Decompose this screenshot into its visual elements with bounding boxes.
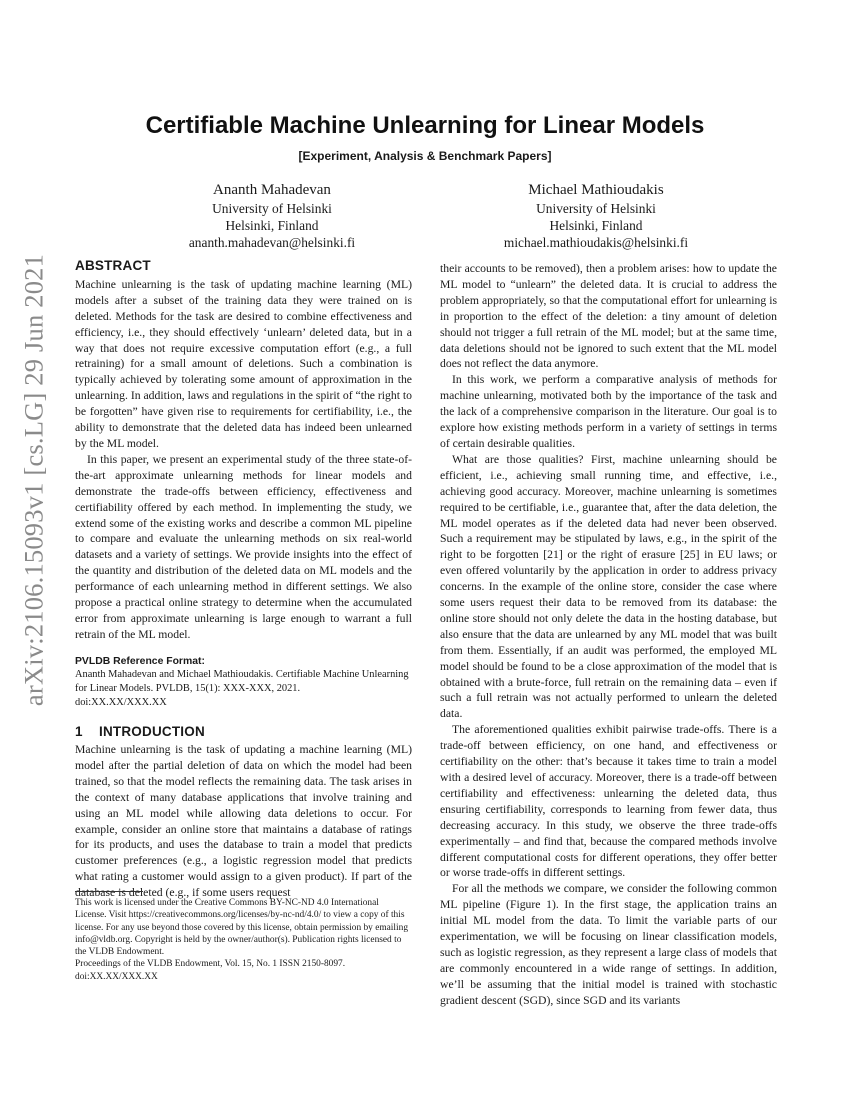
arxiv-side-stamp (4, 0, 64, 1100)
footnote-license: This work is licensed under the Creative Commons BY-NC-ND 4.0 International License. Visit https://creativecommons.org/licenses/by-nc-nd/4.0/ to view a copy of this license. For any use beyond those covered by this license, obtain permission by emailing info@vldb.org. Copyright is held by the owner/author(s). Publication rights licensed to the VLDB Endowment. (75, 898, 409, 958)
introduction-paragraph-4: What are those qualities? First, machine unlearning should be efficient, i.e., achieving small running time, and effective, i.e., achieving good accuracy. Moreover, machine unlearning is sometimes required to be certifiable, i.e., guarantee that, after the data deletion, the ML model operates as if the deleted data had never been observed. Such a requirement may be stipulated by laws, e.g., in the spirit of the right to be forgotten [21] or the right of erasure [25] in EU laws; or even offered voluntarily by the application in order to address privacy concerns. In the example of the online store, consider the case where some users request their data to be removed from its database: the online store should not only delete the data in the hosting database, but also ensure that the data are unlearned by any ML model that was built from them. Essentially, if an audit was performed, the employed ML model should be found to be a close approximation of the model that is obtained with a brute-force, full retrain on the remaining data – even if such a full retrain was not actually performed to unlearn the deleted data. (440, 452, 777, 721)
introduction-paragraph-3: In this work, we perform a comparative analysis of methods for machine unlearning, motivated both by the importance of the task and the lack of a comprehensive comparison in the literature. Our goal is to explore how existing methods perform in a variety of settings in terms of certain desirable qualities. (440, 373, 777, 450)
section-number: 1 (75, 724, 83, 740)
author-block-2 (446, 181, 746, 252)
introduction-paragraph-5: The aforementioned qualities exhibit pairwise trade-offs. There is a trade-off between efficiency, on one hand, and effectiveness or certifiability on the other: that’s because it takes time to train a model with a desired level of accuracy. Moreover, there is a trade-off between certifiability and effectiveness: unlearning the deleted data, thus ensuring certifiability, corresponds to learning from fewer data, thus decreasing accuracy. In this study, we observe the three trade-offs experimentally – and find that, because the compared methods involve different computational costs for different operations, they offer better or worse trade-offs in different settings. (440, 723, 777, 880)
section-title: INTRODUCTION (99, 724, 205, 740)
paper-title: Certifiable Machine Unlearning for Linear Models (145, 112, 705, 139)
paper-subtitle: [Experiment, Analysis & Benchmark Papers] (298, 149, 552, 163)
right-column (440, 261, 777, 1009)
reference-format-heading: PVLDB Reference Format: (75, 655, 205, 667)
footnote-proceedings: Proceedings of the VLDB Endowment, Vol. 15, No. 1 ISSN 2150-8097. (75, 959, 346, 970)
arxiv-identifier: arXiv:2106.15093v1 [cs.LG] 29 Jun 2021 (18, 253, 49, 707)
author-name: Michael Mathioudakis (528, 182, 664, 198)
author-affiliation: University of Helsinki (212, 201, 332, 216)
left-column (75, 258, 412, 901)
reference-format (75, 655, 412, 709)
author-location: Helsinki, Finland (225, 218, 319, 234)
author-affiliation: University of Helsinki (536, 201, 656, 216)
author-name: Ananth Mahadevan (213, 182, 331, 198)
footnote-doi: doi:XX.XX/XXX.XX (75, 971, 158, 982)
introduction-paragraph-1: Machine unlearning is the task of updating a machine learning (ML) model after the partial deletion of data on which the model had been trained, so that the model reflects the remaining data. The task arises in the context of many database applications that involve training and using an ML model while allowing data deletions to occur. For example, consider an online store that maintains a database of ratings for its products, and uses the database to train a model that predicts customer preferences (e.g., a logistic regression model that predicts what rating a customer would assign to a given product). If part of the database is deleted (e.g., if some users request (75, 743, 412, 900)
author-email[interactable]: ananth.mahadevan@helsinki.fi (188, 235, 356, 251)
abstract-paragraph-2: In this paper, we present an experimental study of the three state-of-the-art approximate unlearning methods for linear models and demonstrate the trade-offs between efficiency, effectiveness and certifiability offered by each method. In implementing the study, we extend some of the existing works and describe a common ML pipeline to compare and evaluate the unlearning methods on six real-world datasets and a variety of settings. We provide insights into the effect of the quantity and distribution of the deleted data on ML models and the performance of each unlearning method in different settings. We also propose a practical online strategy to determine when the accumulated error from approximate unlearning is large enough to warrant a full retrain of the ML model. (75, 452, 412, 641)
author-email[interactable]: michael.mathioudakis@helsinki.fi (503, 235, 689, 251)
reference-format-text: Ananth Mahadevan and Michael Mathioudakis. Certifiable Machine Unlearning for Linear Models. PVLDB, 15(1): XXX-XXX, 2021. (75, 669, 409, 694)
author-block-1 (122, 181, 422, 252)
abstract-paragraph-1: Machine unlearning is the task of updating machine learning (ML) models after a subset of the training data they were trained on is deleted. Methods for the task are desired to combine effectiveness and efficiency, i.e., they should effectively ‘unlearn’ deleted data, but in a way that does not require excessive computation effort (e.g., a full retraining) for a small amount of deletions. Such a combination is typically achieved by tolerating some amount of approximation in the unlearning. In addition, laws and regulations in the spirit of “the right to be forgotten” have given rise to requirements for certifiability, i.e., the ability to demonstrate that the deleted data has indeed been unlearned by the ML model. (75, 277, 412, 450)
footnote-rule (75, 891, 143, 892)
license-footnote (75, 891, 412, 983)
introduction-paragraph-6: For all the methods we compare, we consider the following common ML pipeline (Figure 1). In the first stage, the application trains an initial ML model from the data. To limit the variable parts of our experimentation, we will be focusing on linear classification models, such as logistic regression, as they represent a large class of models that are commonly encountered in a wide range of settings. In addition, we’ll be assuming that the initial model is trained with stochastic gradient descent (SGD), since SGD and its variants (440, 882, 777, 1007)
author-location: Helsinki, Finland (549, 218, 643, 234)
abstract-heading: ABSTRACT (75, 258, 151, 273)
introduction-paragraph-2: their accounts to be removed), then a problem arises: how to update the ML model to “unlearn” the deleted data. It is crucial to address the problem appropriately, so that the computational effort for unlearning is in proportion to the effect of the deletion: a tiny amount of deletion should not trigger a full retrain of the ML model; but at the same time, data deletions should not be ignored to such extent that the ML model does not reflect the data anymore. (440, 262, 777, 371)
introduction-heading (75, 724, 412, 740)
reference-format-doi: doi:XX.XX/XXX.XX (75, 696, 167, 708)
